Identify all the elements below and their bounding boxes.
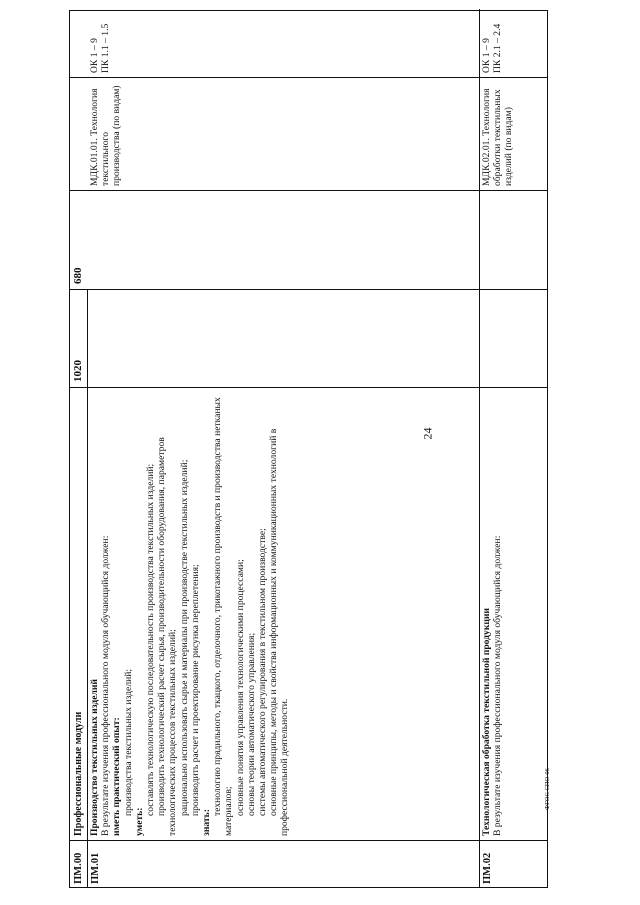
max-hours: 1020 [72, 360, 84, 382]
row-divider [479, 9, 480, 887]
pm02-intro: В результате изучения профессионального модуля обучающийся должен: [492, 535, 504, 836]
pm02-mdk: МДК.02.01. Технология обработки текстильных изделий (по видам) [481, 88, 515, 186]
page-number: 24 [420, 427, 435, 440]
pm01-knowledge-item: технологию прядильного, ткацкого, отделочного, трикотажного производств и производства нетканых материалов; [212, 397, 235, 836]
pm02-title: Технологическая обработка текстильной продукции [481, 608, 492, 836]
pm01-competence-ok: ОК 1 – 9 [89, 38, 100, 73]
pm01-experience-item: производства текстильных изделий; [122, 668, 134, 816]
pm01-competence-pk: ПК 1.1 – 1.5 [100, 23, 112, 73]
footer-label: ФГОС СПО-06 [544, 768, 551, 810]
pm01-knowledge-item: основные понятия управления технологическими процессами; [234, 559, 246, 816]
module-group-code: ПМ.00 [73, 852, 84, 884]
col-divider [70, 387, 547, 388]
pm01-skill-item: производить технологический расчет сырья, производительности оборудования, параметров технологических процессов текстильных изделий; [156, 437, 179, 836]
pm01-skill-item: рационально использовать сырье и материалы при производстве текстильных изделий; [178, 459, 190, 816]
pm02-code: ПМ.02 [482, 852, 493, 884]
rotated-page [69, 10, 548, 888]
pm01-intro: В результате изучения профессионального модуля обучающийся должен: [100, 535, 112, 836]
pm01-title: Производство текстильных изделий [89, 679, 100, 836]
class-hours: 680 [72, 267, 84, 284]
row-divider [87, 290, 88, 887]
pm02-description [481, 392, 503, 836]
pm01-knowledge-item: системы автоматического регулирования в текстильном производстве; [257, 528, 269, 816]
col-divider [70, 77, 547, 78]
pm01-skills-label: уметь: [133, 807, 145, 836]
pm01-code: ПМ.01 [90, 852, 101, 884]
pm01-knowledge-item: основы теории автоматического управления; [245, 632, 257, 816]
pm02-competences [481, 11, 503, 73]
col-divider [70, 840, 547, 841]
col-divider [70, 289, 547, 290]
pm02-competence-pk: ПК 2.1 – 2.4 [492, 23, 504, 73]
pm01-knowledge-label: знать: [201, 809, 213, 836]
pm01-skill-item: составлять технологическую последовательность производства текстильных изделий; [145, 463, 157, 816]
pm01-experience-label: иметь практический опыт: [111, 717, 123, 836]
pm02-competence-ok: ОК 1 – 9 [481, 38, 492, 73]
pm01-skill-item: производить расчет и проектирование рисунка переплетения; [189, 564, 201, 816]
curriculum-table [69, 10, 548, 888]
pm01-description [89, 392, 291, 836]
pm01-competences [89, 11, 111, 73]
pm01-knowledge-item: основные принципы, методы и свойства информационных и коммуникационных технологий в профессиональной деятельности. [268, 428, 291, 836]
pm01-mdk: МДК.01.01. Технология текстильного производства (по видам) [89, 85, 123, 186]
col-divider [70, 190, 547, 191]
module-group-title: Профессиональные модули [73, 711, 84, 836]
